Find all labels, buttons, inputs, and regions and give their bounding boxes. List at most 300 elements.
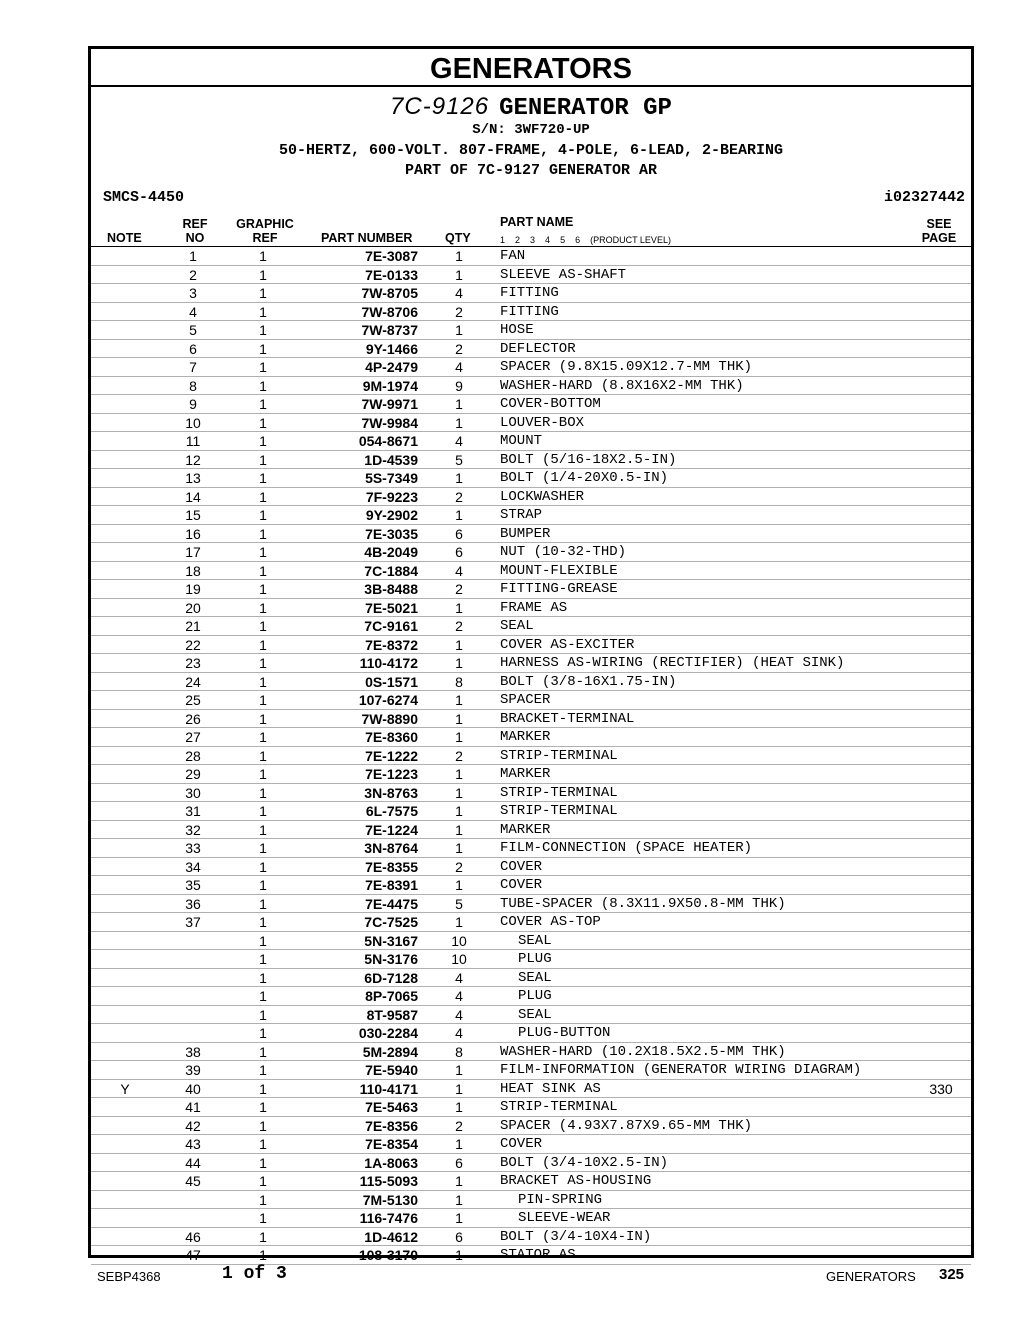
part-name-cell: FITTING xyxy=(500,303,559,320)
graphic-ref-cell: 1 xyxy=(259,377,267,394)
graphic-ref-cell: 1 xyxy=(259,932,267,949)
graphic-ref-cell: 1 xyxy=(259,488,267,505)
part-number-cell: 1D-4539 xyxy=(364,451,418,468)
ref-no-cell: 5 xyxy=(189,322,197,338)
qty-cell: 1 xyxy=(455,877,463,893)
table-row xyxy=(91,913,971,932)
part-name-cell: PLUG-BUTTON xyxy=(518,1025,611,1041)
qty-cell: 6 xyxy=(455,1228,463,1245)
graphic-ref-cell: 1 xyxy=(259,1191,267,1208)
parts-table-body xyxy=(91,247,971,1265)
graphic-ref-cell: 1 xyxy=(259,285,267,301)
qty-cell: 4 xyxy=(455,969,463,986)
part-number-cell: 7E-8356 xyxy=(365,1117,418,1134)
qty-cell: 6 xyxy=(455,525,463,542)
graphic-ref-cell: 1 xyxy=(259,969,267,986)
part-number-cell: 3N-8764 xyxy=(364,840,418,856)
product-level: 6 xyxy=(575,235,581,245)
part-number-cell: 7E-8372 xyxy=(365,636,418,653)
ref-no-cell: 44 xyxy=(185,1154,201,1171)
ref-no-cell: 15 xyxy=(185,507,201,523)
part-name-cell: NUT (10-32-THD) xyxy=(500,544,627,560)
part-name-cell: BOLT (1/4-20X0.5-IN) xyxy=(500,470,669,486)
part-name-cell: LOCKWASHER xyxy=(500,488,585,505)
table-row xyxy=(91,784,971,803)
part-number-cell: 110-4171 xyxy=(359,1080,418,1097)
qty-cell: 10 xyxy=(451,932,467,949)
graphic-ref-cell: 1 xyxy=(259,1247,267,1263)
part-name-cell: MARKER xyxy=(500,821,551,838)
part-number-cell: 5M-2894 xyxy=(362,1043,418,1060)
group-heading xyxy=(91,93,971,122)
qty-cell: 2 xyxy=(455,581,463,597)
table-row xyxy=(91,1080,971,1099)
table-row xyxy=(91,266,971,285)
part-number-cell: 4B-2049 xyxy=(364,544,418,560)
table-row xyxy=(91,728,971,747)
qty-cell: 1 xyxy=(455,248,463,264)
part-number-cell: 107-6274 xyxy=(358,692,418,708)
qty-cell: 4 xyxy=(455,359,463,375)
graphic-ref-cell: 1 xyxy=(259,858,267,875)
product-level: 5 xyxy=(560,235,566,245)
ref-no-cell: 26 xyxy=(185,710,201,727)
part-number-cell: 1D-4612 xyxy=(364,1228,418,1245)
part-number-cell: 8P-7065 xyxy=(365,988,418,1004)
part-number-cell: 0S-1571 xyxy=(365,673,418,690)
table-row xyxy=(91,1154,971,1173)
part-name-cell: HOSE xyxy=(500,322,534,338)
table-row xyxy=(91,525,971,544)
part-name-cell: BRACKET-TERMINAL xyxy=(500,710,635,727)
table-row xyxy=(91,950,971,969)
qty-cell: 1 xyxy=(455,636,463,653)
part-number-cell: 9Y-1466 xyxy=(365,340,418,357)
part-number-cell: 8T-9587 xyxy=(366,1006,418,1023)
ref-no-cell: 36 xyxy=(185,895,201,912)
qty-cell: 5 xyxy=(455,451,463,468)
part-name-cell: COVER xyxy=(500,1136,543,1152)
graphic-ref-cell: 1 xyxy=(259,951,267,967)
ref-no-cell: 30 xyxy=(185,784,201,801)
part-name-cell: COVER xyxy=(500,877,543,893)
qty-cell: 4 xyxy=(455,1025,463,1041)
table-row xyxy=(91,340,971,359)
table-row xyxy=(91,395,971,414)
ref-no-cell: 29 xyxy=(185,766,201,782)
part-of-line: PART OF 7C-9127 GENERATOR AR xyxy=(404,162,658,179)
part-name-cell: MOUNT xyxy=(500,433,543,449)
part-name-cell: FILM-INFORMATION (GENERATOR WIRING DIAGRAM) xyxy=(500,1062,862,1078)
footer-section: GENERATORS xyxy=(826,1269,916,1284)
table-row xyxy=(91,451,971,470)
part-name-cell: COVER xyxy=(500,858,543,875)
table-row xyxy=(91,876,971,895)
table-row xyxy=(91,654,971,673)
part-number-cell: 7C-1884 xyxy=(364,562,418,579)
table-row xyxy=(91,543,971,562)
graphic-ref-cell: 1 xyxy=(259,1210,267,1226)
qty-cell: 1 xyxy=(455,414,463,431)
table-row xyxy=(91,895,971,914)
part-name-cell: STATOR AS xyxy=(500,1247,576,1263)
ref-no-cell: 45 xyxy=(185,1173,201,1189)
part-name-cell: COVER AS-TOP xyxy=(500,914,601,930)
table-row xyxy=(91,599,971,618)
qty-cell: 2 xyxy=(455,340,463,357)
see-page-cell: 330 xyxy=(929,1080,953,1097)
part-name-cell: BOLT (3/4-10X2.5-IN) xyxy=(500,1154,669,1171)
part-number-cell: 7W-9984 xyxy=(361,414,418,431)
part-name-cell: SPACER (4.93X7.87X9.65-MM THK) xyxy=(500,1117,753,1134)
part-name-cell: FAN xyxy=(500,248,526,264)
part-name-cell: SEAL xyxy=(518,1006,552,1023)
ref-no-cell: 4 xyxy=(189,303,197,320)
qty-cell: 1 xyxy=(455,1062,463,1078)
qty-cell: 6 xyxy=(455,544,463,560)
part-number-cell: 4P-2479 xyxy=(365,359,418,375)
column-header-part-name: PART NAME xyxy=(500,215,574,229)
qty-cell: 1 xyxy=(455,710,463,727)
part-name-cell: FITTING-GREASE xyxy=(500,581,618,597)
part-number-cell: 7E-1222 xyxy=(365,747,418,764)
column-header-ref-bottom: NO xyxy=(185,231,205,245)
part-name-cell: SPACER xyxy=(500,692,551,708)
part-name-cell: BOLT (5/16-18X2.5-IN) xyxy=(500,451,677,468)
ref-no-cell: 42 xyxy=(185,1117,201,1134)
graphic-ref-cell: 1 xyxy=(259,784,267,801)
table-row xyxy=(91,562,971,581)
part-name-cell: STRIP-TERMINAL xyxy=(500,784,618,801)
graphic-ref-cell: 1 xyxy=(259,988,267,1004)
qty-cell: 2 xyxy=(455,858,463,875)
graphic-ref-cell: 1 xyxy=(259,544,267,560)
graphic-ref-cell: 1 xyxy=(259,1117,267,1134)
graphic-ref-cell: 1 xyxy=(259,1136,267,1152)
qty-cell: 4 xyxy=(455,988,463,1004)
product-level-scale xyxy=(500,233,681,247)
graphic-ref-cell: 1 xyxy=(259,322,267,338)
part-number-cell: 6D-7128 xyxy=(364,969,418,986)
ref-no-cell: 13 xyxy=(185,470,201,486)
group-description: 50-HERTZ, 600-VOLT. 807-FRAME, 4-POLE, 6-LEAD, 2-BEARING xyxy=(278,142,784,159)
column-header-graphic-bottom: REF xyxy=(252,231,278,245)
qty-cell: 2 xyxy=(455,747,463,764)
part-number-cell: 7E-4475 xyxy=(365,895,418,912)
graphic-ref-cell: 1 xyxy=(259,396,267,412)
part-name-cell: SLEEVE AS-SHAFT xyxy=(500,266,627,283)
part-number-cell: 7E-8354 xyxy=(365,1136,418,1152)
table-row xyxy=(91,858,971,877)
ref-no-cell: 23 xyxy=(185,655,201,671)
part-name-cell: TUBE-SPACER (8.3X11.9X50.8-MM THK) xyxy=(500,895,786,912)
qty-cell: 2 xyxy=(455,1117,463,1134)
graphic-ref-cell: 1 xyxy=(259,636,267,653)
graphic-ref-cell: 1 xyxy=(259,1043,267,1060)
table-row xyxy=(91,432,971,451)
qty-cell: 1 xyxy=(455,470,463,486)
graphic-ref-cell: 1 xyxy=(259,581,267,597)
column-header-see-bottom: PAGE xyxy=(921,231,957,245)
part-number-cell: 5N-3167 xyxy=(364,932,418,949)
part-name-cell: LOUVER-BOX xyxy=(500,414,585,431)
ref-no-cell: 19 xyxy=(185,581,201,597)
table-row xyxy=(91,1061,971,1080)
ref-no-cell: 12 xyxy=(185,451,201,468)
table-row xyxy=(91,506,971,525)
table-row xyxy=(91,1006,971,1025)
part-number-cell: 3B-8488 xyxy=(364,581,418,597)
column-header-part-number: PART NUMBER xyxy=(321,231,413,245)
part-name-cell: MARKER xyxy=(500,766,551,782)
part-name-cell: BOLT (3/8-16X1.75-IN) xyxy=(500,673,677,690)
product-level: 2 xyxy=(515,235,521,245)
column-header-graphic-ref xyxy=(233,217,297,245)
ref-no-cell: 3 xyxy=(189,285,197,301)
table-row xyxy=(91,710,971,729)
qty-cell: 1 xyxy=(455,1099,463,1115)
table-row xyxy=(91,765,971,784)
part-name-cell: STRIP-TERMINAL xyxy=(500,803,618,819)
table-row xyxy=(91,247,971,266)
column-header-ref-top: REF xyxy=(182,217,208,231)
product-level: 1 xyxy=(500,235,506,245)
graphic-ref-cell: 1 xyxy=(259,1099,267,1115)
table-row xyxy=(91,1024,971,1043)
ref-no-cell: 14 xyxy=(185,488,201,505)
graphic-ref-cell: 1 xyxy=(259,562,267,579)
part-number-cell: 7E-3087 xyxy=(365,248,418,264)
part-number-cell: 110-4172 xyxy=(359,655,418,671)
table-row xyxy=(91,358,971,377)
table-row xyxy=(91,303,971,322)
ref-no-cell: 25 xyxy=(185,692,201,708)
table-row xyxy=(91,377,971,396)
table-row xyxy=(91,321,971,340)
graphic-ref-cell: 1 xyxy=(259,507,267,523)
note-cell: Y xyxy=(120,1080,130,1097)
part-number-cell: 7E-0133 xyxy=(365,266,418,283)
table-row xyxy=(91,932,971,951)
graphic-ref-cell: 1 xyxy=(259,1006,267,1023)
part-number-cell: 7C-7525 xyxy=(364,914,418,930)
part-number-cell: 7W-8737 xyxy=(361,322,418,338)
qty-cell: 1 xyxy=(455,729,463,745)
ref-no-cell: 34 xyxy=(185,858,201,875)
ref-no-cell: 11 xyxy=(185,433,201,449)
group-part-number: 7C-9126 xyxy=(390,93,490,120)
graphic-ref-cell: 1 xyxy=(259,1173,267,1189)
part-number-cell: 9M-1974 xyxy=(362,377,418,394)
qty-cell: 4 xyxy=(455,433,463,449)
group-title: GENERATOR GP xyxy=(499,95,672,122)
graphic-ref-cell: 1 xyxy=(259,451,267,468)
part-number-cell: 9Y-2902 xyxy=(365,507,418,523)
serial-number: S/N: 3WF720-UP xyxy=(472,122,590,138)
graphic-ref-cell: 1 xyxy=(259,1154,267,1171)
table-row xyxy=(91,969,971,988)
part-name-cell: STRIP-TERMINAL xyxy=(500,1099,618,1115)
table-row xyxy=(91,414,971,433)
qty-cell: 1 xyxy=(455,784,463,801)
part-number-cell: 3N-8763 xyxy=(364,784,418,801)
graphic-ref-cell: 1 xyxy=(259,803,267,819)
table-row xyxy=(91,617,971,636)
ref-no-cell: 32 xyxy=(185,821,201,838)
qty-cell: 8 xyxy=(455,1043,463,1060)
qty-cell: 4 xyxy=(455,562,463,579)
graphic-ref-cell: 1 xyxy=(259,673,267,690)
graphic-ref-cell: 1 xyxy=(259,655,267,671)
table-row xyxy=(91,284,971,303)
part-number-cell: 7W-8706 xyxy=(361,303,418,320)
ref-no-cell: 18 xyxy=(185,562,201,579)
ref-no-cell: 39 xyxy=(185,1062,201,1078)
part-name-cell: BRACKET AS-HOUSING xyxy=(500,1173,652,1189)
qty-cell: 1 xyxy=(455,655,463,671)
part-number-cell: 7E-1223 xyxy=(365,766,418,782)
table-row xyxy=(91,747,971,766)
part-number-cell: 030-2284 xyxy=(358,1025,418,1041)
part-name-cell: WASHER-HARD (10.2X18.5X2.5-MM THK) xyxy=(500,1043,786,1060)
product-level: 3 xyxy=(530,235,536,245)
ref-no-cell: 8 xyxy=(189,377,197,394)
part-name-cell: SEAL xyxy=(518,932,552,949)
qty-cell: 1 xyxy=(455,1247,463,1263)
part-name-cell: BUMPER xyxy=(500,525,551,542)
ref-no-cell: 2 xyxy=(189,266,197,283)
part-name-cell: FILM-CONNECTION (SPACE HEATER) xyxy=(500,840,753,856)
part-name-cell: HARNESS AS-WIRING (RECTIFIER) (HEAT SINK) xyxy=(500,655,845,671)
table-row xyxy=(91,1117,971,1136)
ref-no-cell: 40 xyxy=(185,1080,201,1097)
ref-no-cell: 20 xyxy=(185,599,201,616)
part-number-cell: 7E-8360 xyxy=(365,729,418,745)
table-row xyxy=(91,580,971,599)
part-number-cell: 054-8671 xyxy=(358,433,418,449)
part-name-cell: WASHER-HARD (8.8X16X2-MM THK) xyxy=(500,377,744,394)
column-header-note: NOTE xyxy=(107,231,142,245)
graphic-ref-cell: 1 xyxy=(259,433,267,449)
qty-cell: 1 xyxy=(455,507,463,523)
table-row xyxy=(91,1135,971,1154)
graphic-ref-cell: 1 xyxy=(259,729,267,745)
part-name-cell: COVER AS-EXCITER xyxy=(500,636,635,653)
part-name-cell: PLUG xyxy=(518,988,552,1004)
ref-no-cell: 33 xyxy=(185,840,201,856)
table-row xyxy=(91,673,971,692)
table-row xyxy=(91,1098,971,1117)
graphic-ref-cell: 1 xyxy=(259,1025,267,1041)
qty-cell: 1 xyxy=(455,396,463,412)
part-number-cell: 7E-5940 xyxy=(365,1062,418,1078)
graphic-ref-cell: 1 xyxy=(259,618,267,634)
graphic-ref-cell: 1 xyxy=(259,303,267,320)
ref-no-cell: 41 xyxy=(185,1099,201,1115)
ref-no-cell: 24 xyxy=(185,673,201,690)
part-number-cell: 7E-8391 xyxy=(365,877,418,893)
qty-cell: 1 xyxy=(455,914,463,930)
graphic-ref-cell: 1 xyxy=(259,599,267,616)
table-row xyxy=(91,488,971,507)
illustration-id: i02327442 xyxy=(883,189,965,206)
qty-cell: 1 xyxy=(455,1080,463,1097)
graphic-ref-cell: 1 xyxy=(259,1080,267,1097)
table-row xyxy=(91,802,971,821)
part-name-cell: DEFLECTOR xyxy=(500,340,576,357)
ref-no-cell: 47 xyxy=(185,1247,201,1263)
footer-page-of: 1 of 3 xyxy=(222,1264,287,1284)
part-name-cell: SLEEVE-WEAR xyxy=(518,1210,611,1226)
table-row xyxy=(91,1172,971,1191)
table-row xyxy=(91,1043,971,1062)
part-number-cell: 5N-3176 xyxy=(364,951,418,967)
graphic-ref-cell: 1 xyxy=(259,340,267,357)
graphic-ref-cell: 1 xyxy=(259,766,267,782)
part-name-cell: PLUG xyxy=(518,951,552,967)
table-row xyxy=(91,1191,971,1210)
qty-cell: 1 xyxy=(455,1191,463,1208)
table-row xyxy=(91,839,971,858)
part-number-cell: 116-7476 xyxy=(359,1210,418,1226)
qty-cell: 1 xyxy=(455,692,463,708)
graphic-ref-cell: 1 xyxy=(259,1228,267,1245)
table-row xyxy=(91,1246,971,1265)
qty-cell: 9 xyxy=(455,377,463,394)
part-name-cell: HEAT SINK AS xyxy=(500,1080,601,1097)
qty-cell: 4 xyxy=(455,285,463,301)
part-number-cell: 7E-8355 xyxy=(365,858,418,875)
ref-no-cell: 43 xyxy=(185,1136,201,1152)
table-row xyxy=(91,691,971,710)
qty-cell: 6 xyxy=(455,1154,463,1171)
graphic-ref-cell: 1 xyxy=(259,248,267,264)
qty-cell: 8 xyxy=(455,673,463,690)
ref-no-cell: 7 xyxy=(189,359,197,375)
part-number-cell: 1A-8063 xyxy=(364,1154,418,1171)
part-number-cell: 7M-5130 xyxy=(362,1191,418,1208)
graphic-ref-cell: 1 xyxy=(259,692,267,708)
part-number-cell: 7C-9161 xyxy=(364,618,418,634)
graphic-ref-cell: 1 xyxy=(259,895,267,912)
part-number-cell: 7W-9971 xyxy=(361,396,418,412)
part-name-cell: SEAL xyxy=(518,969,552,986)
part-name-cell: FITTING xyxy=(500,285,559,301)
part-name-cell: STRIP-TERMINAL xyxy=(500,747,618,764)
part-name-cell: BOLT (3/4-10X4-IN) xyxy=(500,1228,652,1245)
part-name-cell: MARKER xyxy=(500,729,551,745)
column-header-see-page xyxy=(919,217,959,245)
smcs-code: SMCS-4450 xyxy=(103,189,185,206)
footer-page-number: 325 xyxy=(939,1266,965,1283)
qty-cell: 1 xyxy=(455,1210,463,1226)
part-number-cell: 7F-9223 xyxy=(365,488,418,505)
table-row xyxy=(91,1209,971,1228)
graphic-ref-cell: 1 xyxy=(259,525,267,542)
table-row xyxy=(91,987,971,1006)
qty-cell: 1 xyxy=(455,322,463,338)
parts-list-frame xyxy=(88,46,974,1263)
ref-no-cell: 27 xyxy=(185,729,201,745)
ref-no-cell: 10 xyxy=(185,414,201,431)
qty-cell: 1 xyxy=(455,821,463,838)
part-number-cell: 115-5093 xyxy=(359,1173,418,1189)
part-number-cell: 7E-3035 xyxy=(365,525,418,542)
ref-no-cell: 1 xyxy=(189,248,197,264)
product-level-label: (PRODUCT LEVEL) xyxy=(590,235,671,245)
ref-no-cell: 31 xyxy=(185,803,201,819)
product-level: 4 xyxy=(545,235,551,245)
